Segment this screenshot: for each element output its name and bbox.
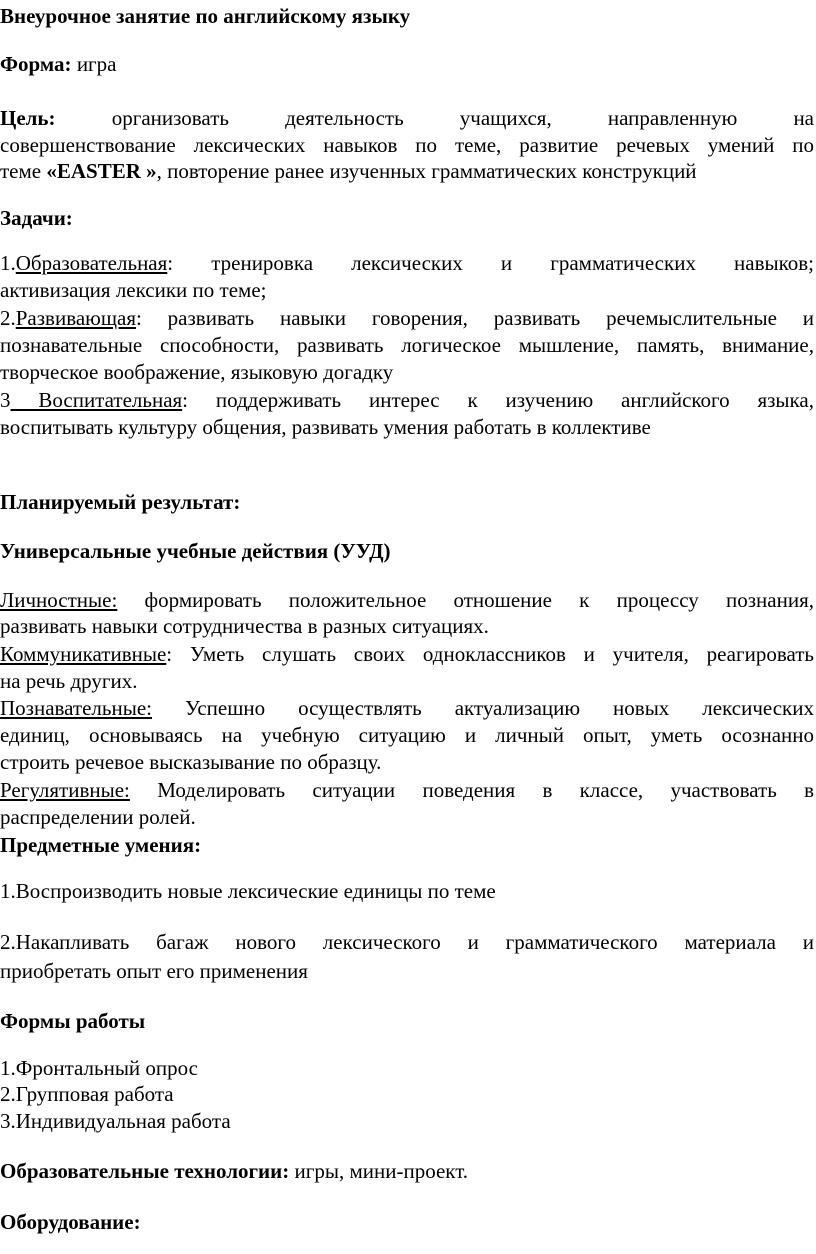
technologies-line bbox=[0, 1157, 814, 1185]
subject-skill-2-line-2: приобретать опыт его применения bbox=[0, 959, 308, 983]
technologies-value: игры, мини-проект. bbox=[289, 1159, 469, 1183]
easter-topic: «EASTER » bbox=[46, 159, 157, 183]
uud-communicative-line-1: Коммуникативные: Уметь слушать своих одноклассников и учителя, реагировать bbox=[0, 642, 814, 666]
work-forms-heading: Формы работы bbox=[0, 1009, 146, 1033]
form-value: игра bbox=[71, 52, 117, 76]
subject-skill-2-line-1: 2.Накапливать багаж нового лексического и грамматического материала и bbox=[0, 930, 814, 954]
planned-result-heading: Планируемый результат: bbox=[0, 490, 241, 514]
uud-regulatory-line-2: распределении ролей. bbox=[0, 805, 196, 829]
document-title: Внеурочное занятие по английскому языку bbox=[0, 4, 411, 28]
uud-communicative-line-2: на речь других. bbox=[0, 669, 138, 693]
task-educational-line-1: 1.Образовательная: тренировка лексических и грамматических навыков; bbox=[0, 251, 814, 275]
form-line bbox=[0, 50, 814, 78]
uud-personal-line-1: Личностные: формировать положительное отношение к процессу познания, bbox=[0, 588, 814, 612]
tasks-heading: Задачи: bbox=[0, 206, 73, 230]
task-developing-line-1: 2.Развивающая: развивать навыки говорения, развивать речемыслительные и bbox=[0, 306, 814, 330]
task-upbringing-line-1: 3 Воспитательная: поддерживать интерес к изучению английского языка, bbox=[0, 388, 815, 412]
form-label: Форма: bbox=[0, 52, 72, 76]
uud-heading: Универсальные учебные действия (УУД) bbox=[0, 539, 391, 563]
goal-label: Цель: bbox=[0, 106, 56, 130]
task-upbringing-line-2: воспитывать культуру общения, развивать умения работать в коллективе bbox=[0, 415, 651, 439]
subject-skills-heading: Предметные умения: bbox=[0, 833, 202, 857]
goal-line-3: теме «EASTER », повторение ранее изученных грамматических конструкций bbox=[0, 159, 697, 183]
uud-regulatory-line-1: Регулятивные: Моделировать ситуации поведения в классе, участвовать в bbox=[0, 778, 814, 802]
task-developing-line-2: познавательные способности, развивать логическое мышление, память, внимание, bbox=[0, 333, 814, 357]
equipment-heading: Оборудование: bbox=[0, 1210, 141, 1234]
task-educational-line-2: активизация лексики по теме; bbox=[0, 278, 267, 302]
uud-cognitive-line-3: строить речевое высказывание по образцу. bbox=[0, 750, 382, 774]
uud-cognitive-line-1: Познавательные: Успешно осуществлять актуализацию новых лексических bbox=[0, 696, 814, 720]
work-form-item: 3.Индивидуальная работа bbox=[0, 1109, 231, 1133]
goal-line-1: Цель: организовать деятельность учащихся, направленную на bbox=[0, 106, 815, 130]
task-developing-line-3: творческое воображение, языковую догадку bbox=[0, 360, 394, 384]
work-form-item: 2.Групповая работа bbox=[0, 1082, 174, 1106]
uud-cognitive-line-2: единиц, основываясь на учебную ситуацию и личный опыт, уметь осознанно bbox=[0, 723, 814, 747]
work-form-item: 1.Фронтальный опрос bbox=[0, 1056, 198, 1080]
goal-line-2: совершенствование лексических навыков по теме, развитие речевых умений по bbox=[0, 133, 814, 157]
technologies-label: Образовательные технологии: bbox=[0, 1159, 290, 1183]
uud-personal-line-2: развивать навыки сотрудничества в разных ситуациях. bbox=[0, 614, 489, 638]
subject-skill-1: 1.Воспроизводить новые лексические единицы по теме bbox=[0, 879, 496, 903]
